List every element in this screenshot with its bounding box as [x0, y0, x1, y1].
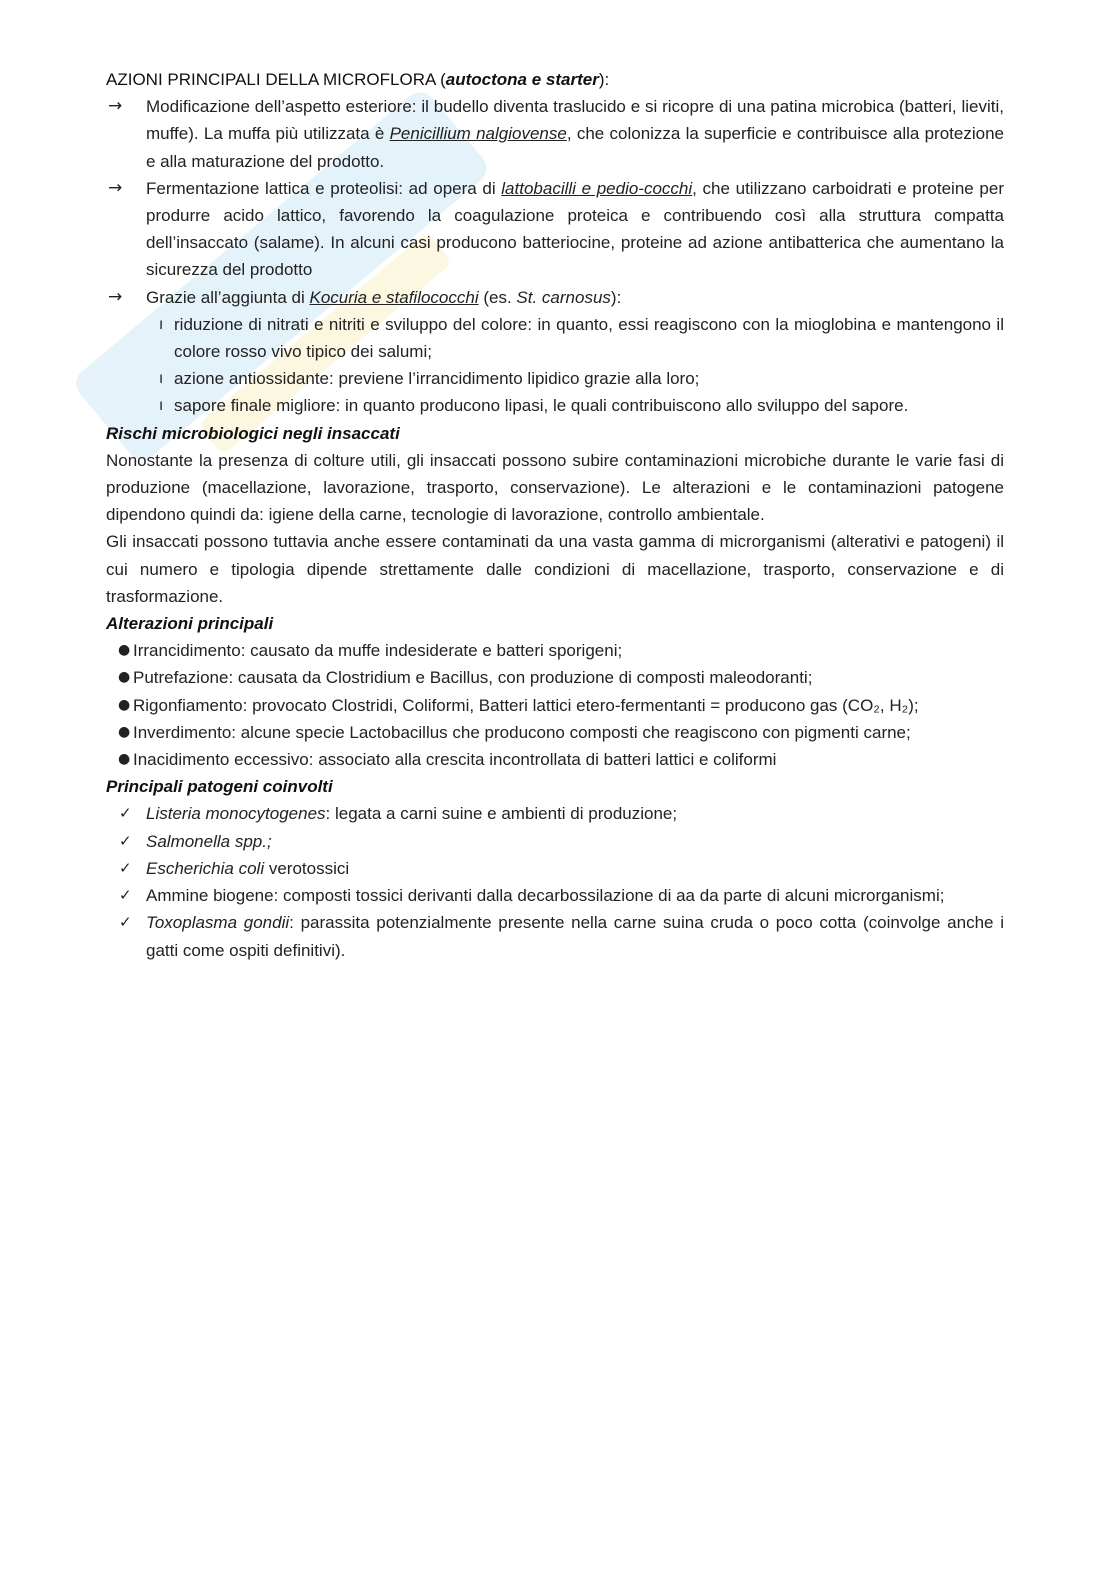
species-name: Kocuria e stafilococchi: [309, 287, 479, 307]
species-name: lattobacilli e pedio-cocchi: [501, 178, 693, 198]
list-item: [106, 800, 1004, 827]
risks-paragraph: Gli insaccati possono tuttavia anche essere contaminati da una vasta gamma di microrganismi (alterativi e patogeni) il cui numero e tipologia dipende strettamente dalle condizioni di macellazione, trasporto, conservazione e di trasformazione.: [106, 532, 1004, 606]
list-item-text: Ammine biogene: composti tossici derivanti dalla decarbossilazione di aa da parte di alcuni microrganismi;: [146, 886, 945, 906]
heading-subtitle: autoctona e starter: [445, 70, 599, 89]
list-item-text: Rigonfiamento: provocato Clostridi, Coliformi, Batteri lattici etero-fermentanti = producono gas (CO₂, H₂);: [133, 695, 919, 715]
sub-action-text: riduzione di nitrati e nitriti e sviluppo del colore: in quanto, essi reagiscono con la mioglobina e mantengono il colore rosso vivo tipico dei salumi;: [174, 314, 1004, 362]
list-item: [106, 882, 1004, 909]
list-item: [106, 664, 1004, 691]
bullet-icon: ●: [118, 723, 131, 740]
checkmark-icon: ✓: [119, 831, 132, 850]
action-text: Modificazione dell’aspetto esteriore: il budello diventa traslucido e si ricopre di una patina microbica (batteri, lieviti, muffe). La muffa più utilizzata è: [146, 97, 1004, 144]
risks-paragraph: Nonostante la presenza di colture utili, gli insaccati possono subire contaminazioni microbiche durante le varie fasi di produzione (macellazione, lavorazione, trasporto, conservazione). Le alterazioni e le contaminazioni patogene dipendono quindi da: igiene della carne, tecnologie di lavorazione, controllo ambientale.: [106, 450, 1004, 525]
action-item: [106, 284, 1004, 311]
action-text: Grazie all’aggiunta di: [146, 287, 310, 307]
sub-action-item: [106, 392, 1004, 419]
action-item: [106, 175, 1004, 284]
list-item-text: Inverdimento: alcune specie Lactobacillus che producono composti che reagiscono con pigmenti carne;: [133, 722, 911, 742]
list-item-text: : legata a carni suine e ambienti di produzione;: [325, 804, 678, 824]
pathogen-name: Toxoplasma gondii: [146, 913, 290, 933]
pathogens-list: [106, 800, 1004, 963]
action-item: [106, 93, 1004, 175]
pathogen-name: Salmonella spp.;: [146, 831, 272, 851]
checkmark-icon: ✓: [119, 913, 132, 932]
bullet-icon: ●: [118, 669, 131, 686]
list-item: [106, 719, 1004, 746]
action-text: , che colonizza la superficie e contribuisce alla protezione e alla maturazione del prodotto.: [146, 124, 1004, 171]
bullet-icon: ●: [118, 751, 131, 768]
sub-action-item: [106, 311, 1004, 365]
arrow-icon: →: [108, 177, 123, 198]
dotless-i-bullet-icon: ı: [159, 314, 164, 333]
list-item-text: Irrancidimento: causato da muffe indesiderate e batteri sporigeni;: [133, 641, 623, 661]
heading-close: ):: [598, 70, 610, 89]
section-heading-risks: Rischi microbiologici negli insaccati: [106, 423, 400, 443]
section-heading-microflora: [106, 66, 1004, 93]
checkmark-icon: ✓: [119, 804, 132, 823]
arrow-icon: →: [108, 286, 123, 307]
document-content: [106, 66, 1004, 964]
list-item-text: verotossici: [264, 858, 350, 878]
list-item: [106, 828, 1004, 855]
bullet-icon: ●: [118, 642, 131, 659]
arrow-icon: →: [108, 96, 123, 117]
action-text: , che utilizzano carboidrati e proteine per produrre acido lattico, favorendo la coagulazione proteica e contribuendo così alla struttura compatta dell’insaccato (salame). In alcuni casi producono batteriocine, proteine ad azione antibatterica che aumentano la sicurezza del prodotto: [146, 178, 1004, 280]
species-name: Penicillium nalgiovense: [389, 124, 567, 144]
dotless-i-bullet-icon: ı: [159, 396, 164, 415]
checkmark-icon: ✓: [119, 858, 132, 877]
alterations-list: [106, 637, 1004, 773]
heading-open: (: [435, 70, 446, 89]
dotless-i-bullet-icon: ı: [159, 369, 164, 388]
list-item-text: Inacidimento eccessivo: associato alla crescita incontrollata di batteri lattici e coliformi: [133, 750, 777, 770]
sub-action-item: [106, 365, 1004, 392]
checkmark-icon: ✓: [119, 886, 132, 905]
list-item: [106, 637, 1004, 664]
section-heading-alterations: Alterazioni principali: [106, 614, 274, 634]
action-text: (es.: [478, 287, 517, 307]
action-text: ):: [610, 287, 622, 307]
pathogen-name: Listeria monocytogenes: [146, 804, 326, 824]
list-item-text: Putrefazione: causata da Clostridium e Bacillus, con produzione di composti maleodoranti;: [133, 668, 813, 688]
heading-title: AZIONI PRINCIPALI DELLA MICROFLORA: [106, 70, 436, 89]
list-item: [106, 692, 1004, 719]
section-heading-pathogens: Principali patogeni coinvolti: [106, 777, 333, 797]
pathogen-name: Escherichia coli: [146, 858, 265, 878]
list-item: [106, 746, 1004, 773]
action-text: Fermentazione lattica e proteolisi: ad opera di: [146, 178, 502, 198]
list-item-text: : parassita potenzialmente presente nella carne suina cruda o poco cotta (coinvolge anche i gatti come ospiti definitivi).: [146, 913, 1004, 960]
sub-action-text: azione antiossidante: previene l’irrancidimento lipidico grazie alla loro;: [174, 369, 700, 389]
list-item: [106, 855, 1004, 882]
list-item: [106, 909, 1004, 963]
sub-action-text: sapore finale migliore: in quanto producono lipasi, le quali contribuiscono allo sviluppo del sapore.: [174, 396, 909, 416]
bullet-icon: ●: [118, 696, 131, 713]
species-name: St. carnosus: [516, 287, 611, 307]
